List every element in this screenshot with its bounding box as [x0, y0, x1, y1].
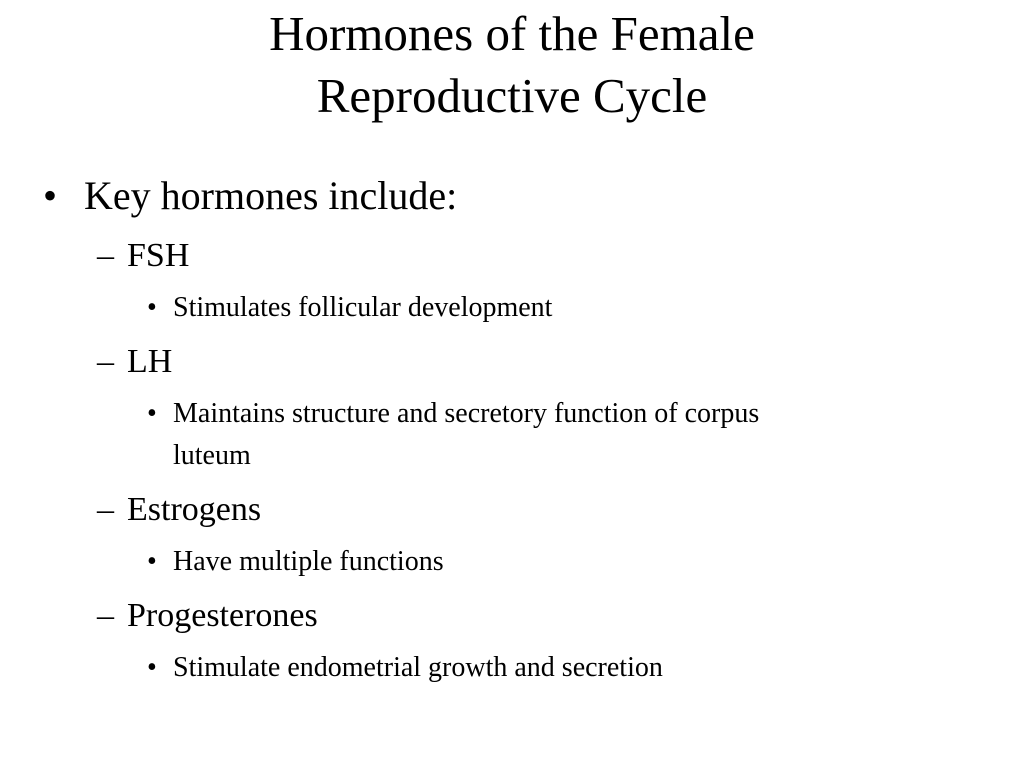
slide-title-line-2: Reproductive Cycle — [316, 68, 708, 123]
sub-bullet-marker: • — [147, 398, 157, 429]
bullet-marker: • — [43, 173, 58, 218]
hormone-detail-fsh: Stimulates follicular development — [173, 292, 553, 323]
sub-bullet-marker: • — [147, 546, 157, 577]
dash-marker: – — [97, 237, 114, 274]
dash-marker: – — [97, 343, 114, 380]
hormone-detail-lh-continued: luteum — [173, 440, 251, 471]
dash-marker: – — [97, 491, 114, 528]
sub-bullet-marker: • — [147, 652, 157, 683]
hormone-detail-progesterones: Stimulate endometrial growth and secretion — [173, 652, 663, 683]
hormone-name-lh: LH — [127, 343, 173, 380]
intro-text: Key hormones include: — [84, 173, 458, 218]
hormone-name-fsh: FSH — [127, 237, 190, 274]
hormone-name-estrogens: Estrogens — [127, 491, 262, 528]
hormone-detail-estrogens: Have multiple functions — [173, 546, 444, 577]
hormone-detail-lh: Maintains structure and secretory function of corpus — [173, 398, 760, 429]
dash-marker: – — [97, 597, 114, 634]
sub-bullet-marker: • — [147, 292, 157, 323]
slide-title-line-1: Hormones of the Female — [269, 6, 755, 61]
hormone-name-progesterones: Progesterones — [127, 597, 318, 634]
